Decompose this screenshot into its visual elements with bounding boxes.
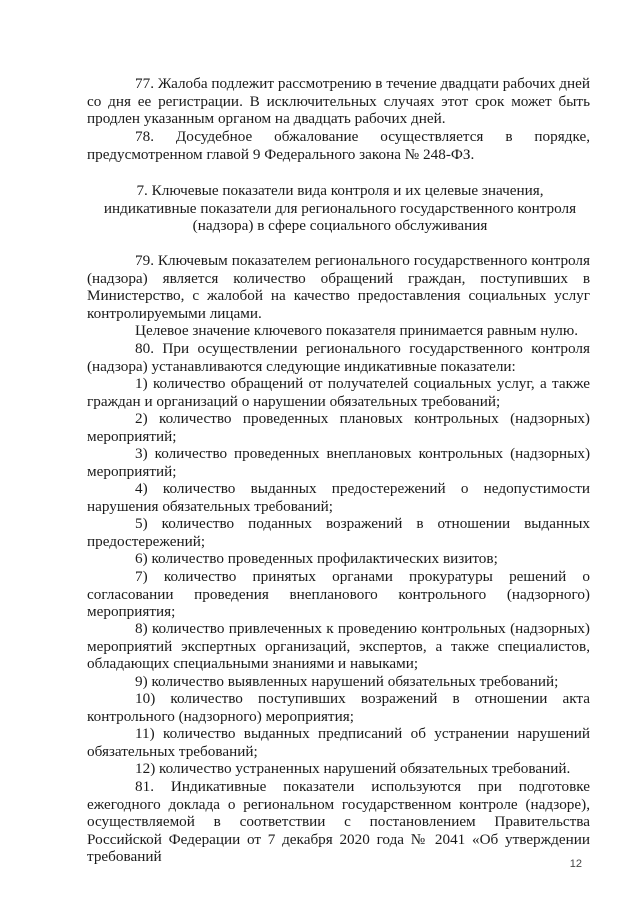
list-item-5: 5) количество поданных возражений в отношении выданных предостережений;: [87, 515, 590, 550]
paragraph-80: 80. При осуществлении регионального государственного контроля (надзора) устанавливаются следующие индикативные показатели:: [87, 340, 590, 375]
list-item-1: 1) количество обращений от получателей социальных услуг, а также граждан и организаций о нарушении обязательных требований;: [87, 375, 590, 410]
list-item-3: 3) количество проведенных внеплановых контрольных (надзорных) мероприятий;: [87, 445, 590, 480]
list-item-11: 11) количество выданных предписаний об устранении нарушений обязательных требований;: [87, 725, 590, 760]
paragraph-79-target: Целевое значение ключевого показателя принимается равным нулю.: [135, 322, 579, 339]
paragraph-81: 81. Индикативные показатели используются при подготовке ежегодного доклада о региональном государственном контроле (надзоре), осуществляемой в соответствии с постановлением Правительства Российской Федерации от 7 декабря 2020 года № 2041 «Об утверждении требований: [87, 778, 590, 865]
paragraph-79: 79. Ключевым показателем регионального государственного контроля (надзора) является количество обращений граждан, поступивших в Министерство, с жалобой на качество предоставления социальных услуг контролируемыми лицами.: [87, 252, 590, 322]
list-item-12: 12) количество устраненных нарушений обязательных требований.: [135, 760, 571, 777]
paragraph-78: 78. Досудебное обжалование осуществляется в порядке, предусмотренном главой 9 Федерального закона № 248-ФЗ.: [87, 128, 590, 163]
list-item-6: 6) количество проведенных профилактических визитов;: [135, 550, 498, 567]
paragraph-77: 77. Жалоба подлежит рассмотрению в течение двадцати рабочих дней со дня ее регистрации. В исключительных случаях этот срок может быть продлен указанным органом на двадцать рабочих дней.: [87, 75, 590, 127]
list-item-8: 8) количество привлеченных к проведению контрольных (надзорных) мероприятий экспертных организаций, экспертов, а также специалистов, обладающих специальными знаниями и навыками;: [87, 620, 590, 672]
page-number: 12: [569, 858, 582, 870]
list-item-10: 10) количество поступивших возражений в отношении акта контрольного (надзорного) мероприятия;: [87, 690, 590, 725]
list-item-7: 7) количество принятых органами прокуратуры решений о согласовании проведения внепланового контрольного (надзорного) мероприятия;: [87, 568, 590, 620]
list-item-2: 2) количество проведенных плановых контрольных (надзорных) мероприятий;: [87, 410, 590, 445]
list-item-9: 9) количество выявленных нарушений обязательных требований;: [135, 673, 559, 690]
section-heading: 7. Ключевые показатели вида контроля и их целевые значения, индикативные показатели для регионального государственного контроля (надзора) в сфере социального обслуживания: [103, 182, 577, 234]
list-item-4: 4) количество выданных предостережений о недопустимости нарушения обязательных требований;: [87, 480, 590, 515]
